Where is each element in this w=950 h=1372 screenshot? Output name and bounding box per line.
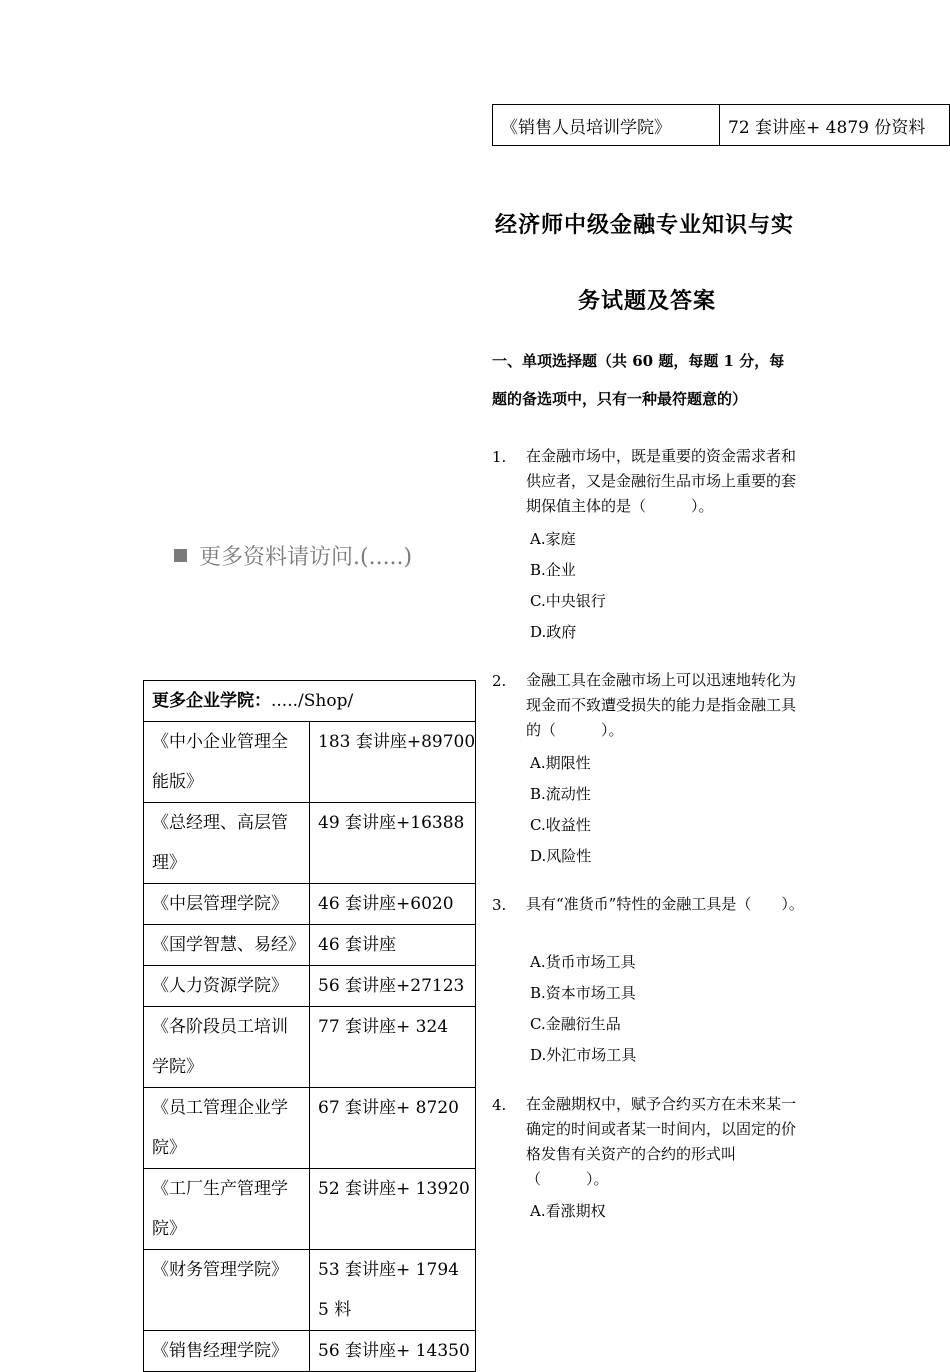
course-count: 52 套讲座+ 13920: [310, 1169, 476, 1250]
table-row: [144, 722, 476, 803]
option: B.流动性: [530, 785, 591, 803]
course-name: 《中层管理学院》: [144, 884, 310, 925]
course-count: 72 套讲座+ 4879 份资料: [720, 105, 950, 146]
option: A.看涨期权: [530, 1202, 606, 1220]
course-count: 67 套讲座+ 8720: [310, 1088, 476, 1169]
table-row: [493, 105, 950, 146]
page-title-line1: 经济师中级金融专业知识与实: [495, 213, 795, 238]
question-number: 1.: [492, 448, 507, 466]
course-name: 《各阶段员工培训学院》: [144, 1007, 310, 1088]
course-count: 56 套讲座+ 14350: [310, 1331, 476, 1372]
option: B.企业: [530, 561, 576, 579]
course-name: 《中小企业管理全能版》: [144, 722, 310, 803]
course-name: 《财务管理学院》: [144, 1250, 310, 1331]
table-header: [144, 681, 476, 722]
course-count: 77 套讲座+ 324: [310, 1007, 476, 1088]
option: C.收益性: [530, 816, 591, 834]
course-name: 《国学智慧、易经》: [144, 925, 310, 966]
question-number: 4.: [492, 1096, 507, 1114]
table-row: [144, 803, 476, 884]
option: C.金融衍生品: [530, 1015, 621, 1033]
question-text: 在金融期权中，赋予合约买方在未来某一确定的时间或者某一时间内，以固定的价格发售有关资产的合约的形式叫（ ）。: [526, 1095, 797, 1188]
option: D.风险性: [530, 847, 592, 865]
promo-text: [174, 540, 412, 571]
header-url[interactable]: ...../Shop/: [271, 691, 354, 711]
table-row: [144, 966, 476, 1007]
square-bullet-icon: [174, 549, 187, 562]
course-count: 53 套讲座+ 17945 料: [310, 1250, 476, 1331]
question-text: 具有“准货币”特性的金融工具是（ ）。: [526, 895, 804, 913]
table-row: [144, 925, 476, 966]
course-name: 《销售经理学院》: [144, 1331, 310, 1372]
course-name: 《总经理、高层管理》: [144, 803, 310, 884]
table-row: [144, 1007, 476, 1088]
course-name: 《销售人员培训学院》: [493, 105, 720, 146]
question-text: 金融工具在金融市场上可以迅速地转化为现金而不致遭受损失的能力是指金融工具的（ ）。: [526, 671, 797, 739]
option: D.外汇市场工具: [530, 1046, 637, 1064]
question-number: 2.: [492, 672, 507, 690]
table-row: [144, 884, 476, 925]
course-count: 46 套讲座+6020: [310, 884, 476, 925]
question-text: 在金融市场中，既是重要的资金需求者和供应者，又是金融衍生品市场上重要的套期保值主体的是（ ）。: [526, 447, 797, 515]
option: A.货币市场工具: [530, 953, 636, 971]
course-count: 46 套讲座: [310, 925, 476, 966]
section-heading-line1: 一、单项选择题（共 60 题，每题 1 分，每: [492, 352, 785, 370]
option: C.中央银行: [530, 592, 606, 610]
course-table: [143, 680, 476, 1372]
table-header-row: [144, 681, 476, 722]
course-name: 《工厂生产管理学院》: [144, 1169, 310, 1250]
section-heading-line2: 题的备选项中，只有一种最符题意的）: [492, 390, 748, 408]
course-count: 183 套讲座+89700: [310, 722, 476, 803]
top-course-table: [492, 104, 950, 146]
table-row: [144, 1088, 476, 1169]
table-row: [144, 1331, 476, 1372]
header-label: 更多企业学院：: [152, 691, 271, 711]
option: D.政府: [530, 623, 577, 641]
option: A.家庭: [530, 530, 576, 548]
course-count: 56 套讲座+27123: [310, 966, 476, 1007]
course-name: 《人力资源学院》: [144, 966, 310, 1007]
course-count: 49 套讲座+16388: [310, 803, 476, 884]
promo-label: 更多资料请访问.(.....): [199, 545, 413, 570]
option: A.期限性: [530, 754, 591, 772]
option: B.资本市场工具: [530, 984, 636, 1002]
page-title-line2: 务试题及答案: [578, 289, 717, 314]
question-number: 3.: [492, 896, 507, 914]
course-name: 《员工管理企业学院》: [144, 1088, 310, 1169]
table-row: [144, 1250, 476, 1331]
table-row: [144, 1169, 476, 1250]
